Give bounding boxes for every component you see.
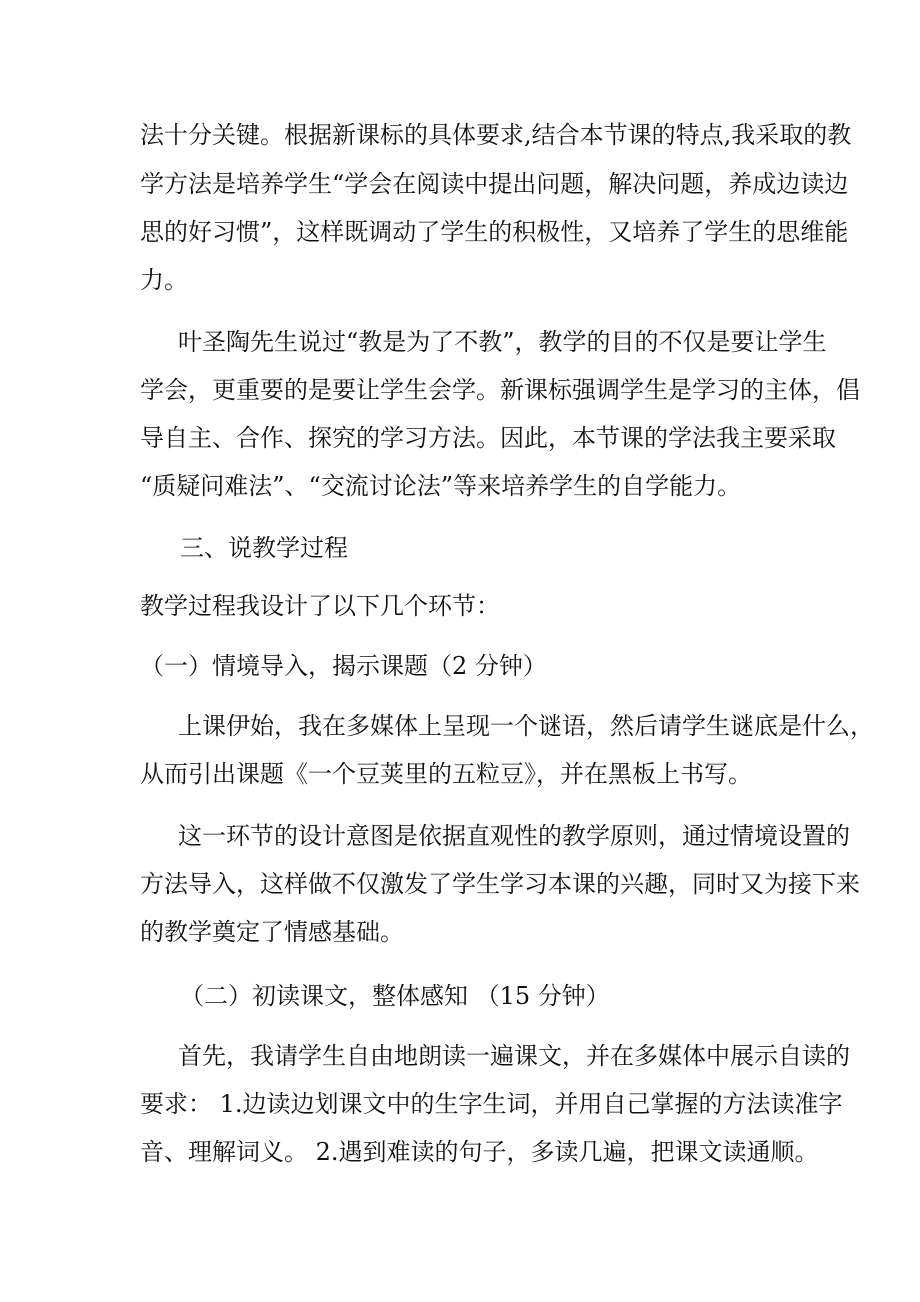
text-line: 音、理解词义。 2.遇到难读的句子，多读几遍，把课文读通顺。 xyxy=(140,1138,819,1166)
text-line: 思的好习惯”，这样既调动了学生的积极性，又培养了学生的思维能 xyxy=(140,218,849,246)
text-line: 导自主、合作、探究的学习方法。因此，本节课的学法我主要采取 xyxy=(140,424,836,452)
text-line: 法十分关键。根据新课标的具体要求,结合本节课的特点,我采取的教 xyxy=(140,121,852,149)
text-line: 这一环节的设计意图是依据直观性的教学原则，通过情境设置的 xyxy=(178,822,850,850)
subsection-heading: （一）情境导入，揭示课题（2 分钟） xyxy=(140,652,547,680)
text-line: 方法导入，这样做不仅激发了学生学习本课的兴趣，同时又为接下来 xyxy=(140,870,860,898)
text-line: 叶圣陶先生说过“教是为了不教”，教学的目的不仅是要让学生 xyxy=(178,328,827,356)
text-line: 学会，更重要的是要让学生会学。新课标强调学生是学习的主体，倡 xyxy=(140,376,860,404)
text-line: 的教学奠定了情感基础。 xyxy=(140,918,404,946)
text-line: 学方法是培养学生“学会在阅读中提出问题，解决问题，养成边读边 xyxy=(140,170,849,198)
subsection-heading: （二）初读课文，整体感知 （15 分钟） xyxy=(180,982,610,1010)
text-line: 要求： 1.边读边划课文中的生字生词，并用自己掌握的方法读准字 xyxy=(140,1090,843,1118)
text-line: 上课伊始，我在多媒体上呈现一个谜语，然后请学生谜底是什么， xyxy=(178,712,874,740)
text-line: 从而引出课题《一个豆荚里的五粒豆》，并在黑板上书写。 xyxy=(140,760,752,788)
text-line: “质疑问难法”、“交流讨论法”等来培养学生的自学能力。 xyxy=(140,472,742,500)
text-line: 力。 xyxy=(140,266,188,294)
text-line: 教学过程我设计了以下几个环节： xyxy=(140,592,500,620)
section-heading: 三、说教学过程 xyxy=(180,534,348,562)
text-line: 首先，我请学生自由地朗读一遍课文，并在多媒体中展示自读的 xyxy=(178,1042,850,1070)
